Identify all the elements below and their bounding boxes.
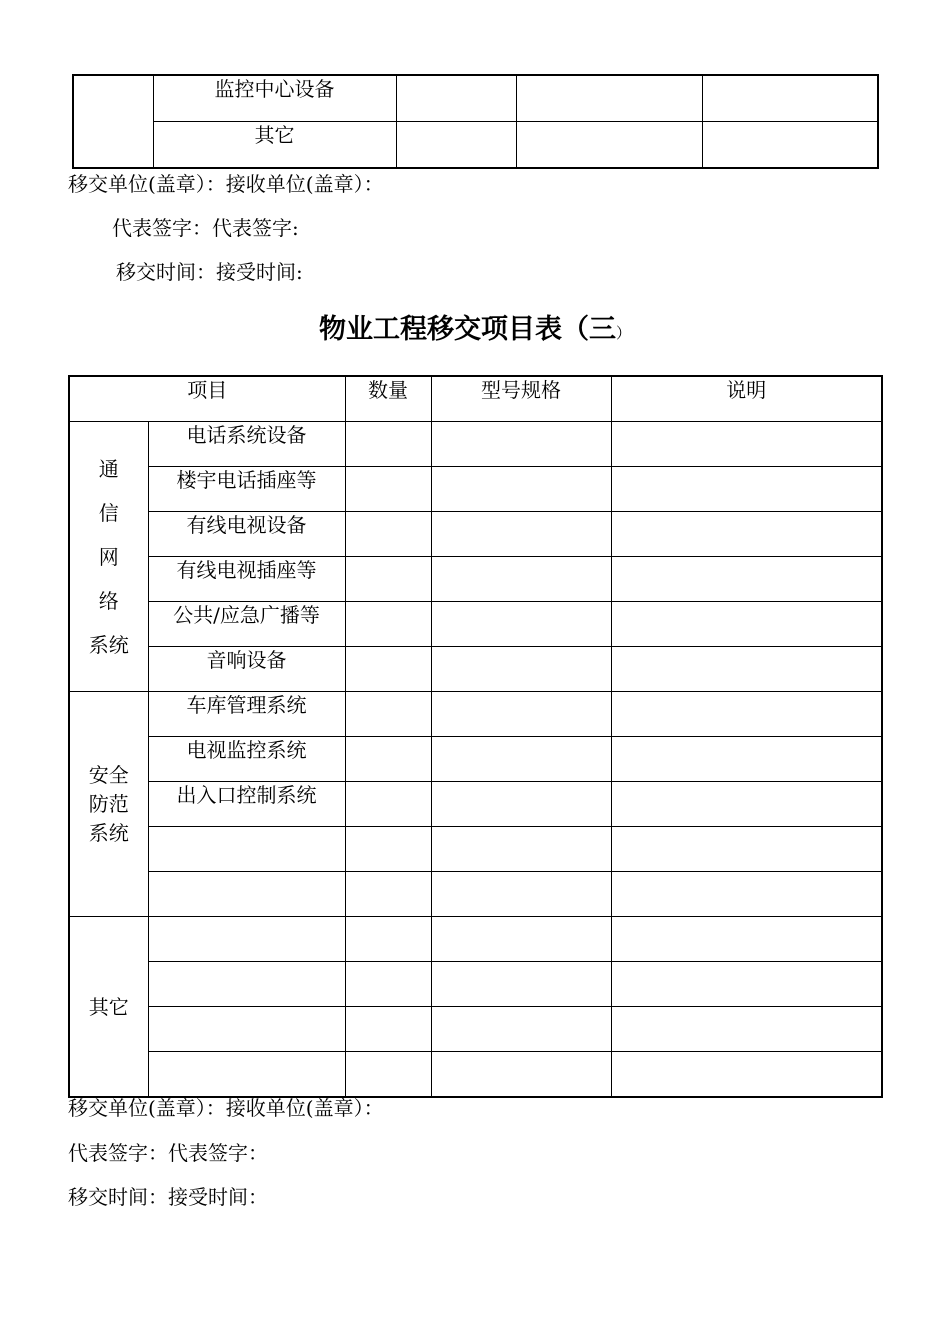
- table-row: [69, 872, 882, 917]
- item-cell: 音响设备: [148, 647, 345, 692]
- note-cell: [702, 122, 878, 169]
- table-header-row: [69, 376, 882, 422]
- transfer-time-line: 移交时间：接受时间：: [68, 1185, 268, 1209]
- table-row: [69, 422, 882, 467]
- model-cell: [431, 737, 611, 782]
- quantity-cell: [396, 122, 516, 169]
- quantity-cell: [345, 917, 431, 962]
- note-cell: [611, 422, 882, 467]
- item-cell: [148, 1052, 345, 1098]
- table-row: [73, 122, 878, 169]
- quantity-cell: [345, 962, 431, 1007]
- note-cell: [611, 737, 882, 782]
- note-cell: [611, 782, 882, 827]
- note-cell: [611, 602, 882, 647]
- item-cell: [148, 872, 345, 917]
- model-cell: [431, 1052, 611, 1098]
- item-cell: 监控中心设备: [153, 75, 396, 122]
- item-cell: 出入口控制系统: [148, 782, 345, 827]
- table-row: [69, 557, 882, 602]
- model-cell: [431, 962, 611, 1007]
- table-row: [69, 467, 882, 512]
- quantity-cell: [345, 647, 431, 692]
- transfer-receive-units-line: 移交单位(盖章）：接收单位(盖章）：: [68, 1096, 384, 1120]
- quantity-cell: [345, 512, 431, 557]
- header-note: 说明: [611, 376, 882, 422]
- table-row: [69, 827, 882, 872]
- title-closing-paren: ）: [615, 324, 631, 342]
- note-cell: [702, 75, 878, 122]
- model-cell: [431, 917, 611, 962]
- header-item: 项目: [69, 376, 345, 422]
- item-cell: 其它: [153, 122, 396, 169]
- note-cell: [611, 1007, 882, 1052]
- note-cell: [611, 1052, 882, 1098]
- item-cell: [148, 962, 345, 1007]
- table-row: [69, 512, 882, 557]
- table-row: [73, 75, 878, 122]
- model-cell: [516, 122, 702, 169]
- item-cell: 电视监控系统: [148, 737, 345, 782]
- item-cell: [148, 1007, 345, 1052]
- table-row: [69, 1007, 882, 1052]
- quantity-cell: [345, 692, 431, 737]
- quantity-cell: [345, 827, 431, 872]
- model-cell: [431, 512, 611, 557]
- quantity-cell: [345, 1007, 431, 1052]
- quantity-cell: [345, 782, 431, 827]
- table-row: [69, 602, 882, 647]
- model-cell: [431, 422, 611, 467]
- title-text: 物业工程移交项目表（三: [318, 314, 616, 345]
- note-cell: [611, 827, 882, 872]
- item-cell: 有线电视设备: [148, 512, 345, 557]
- note-cell: [611, 917, 882, 962]
- group-label-communication: 通 信 网 络 系统: [69, 422, 148, 692]
- transfer-receive-units-line: 移交单位(盖章）：接收单位(盖章）：: [68, 172, 384, 196]
- quantity-cell: [345, 557, 431, 602]
- header-model: 型号规格: [431, 376, 611, 422]
- model-cell: [431, 827, 611, 872]
- group-label-security: 安全 防范 系统: [69, 692, 148, 917]
- model-cell: [431, 872, 611, 917]
- note-cell: [611, 962, 882, 1007]
- note-cell: [611, 647, 882, 692]
- item-cell: [148, 827, 345, 872]
- table-row: [69, 782, 882, 827]
- table-row: [69, 962, 882, 1007]
- table-row: [69, 692, 882, 737]
- item-cell: [148, 917, 345, 962]
- quantity-cell: [345, 467, 431, 512]
- note-cell: [611, 467, 882, 512]
- previous-table-continuation: [72, 74, 879, 169]
- item-cell: 楼宇电话插座等: [148, 467, 345, 512]
- model-cell: [516, 75, 702, 122]
- item-cell: 车库管理系统: [148, 692, 345, 737]
- quantity-cell: [345, 602, 431, 647]
- quantity-cell: [345, 422, 431, 467]
- note-cell: [611, 512, 882, 557]
- table-row: [69, 647, 882, 692]
- header-quantity: 数量: [345, 376, 431, 422]
- quantity-cell: [396, 75, 516, 122]
- model-cell: [431, 557, 611, 602]
- representative-signature-line: 代表签字：代表签字:: [112, 216, 299, 240]
- item-cell: 电话系统设备: [148, 422, 345, 467]
- model-cell: [431, 692, 611, 737]
- group-label-other: 其它: [69, 917, 148, 1098]
- quantity-cell: [345, 1052, 431, 1098]
- quantity-cell: [345, 737, 431, 782]
- representative-signature-line: 代表签字：代表签字：: [68, 1141, 268, 1165]
- group-label-cell: [73, 75, 153, 168]
- model-cell: [431, 1007, 611, 1052]
- transfer-time-line: 移交时间：接受时间:: [116, 260, 303, 284]
- note-cell: [611, 872, 882, 917]
- model-cell: [431, 467, 611, 512]
- model-cell: [431, 602, 611, 647]
- note-cell: [611, 557, 882, 602]
- table-row: [69, 737, 882, 782]
- transfer-items-table: [68, 375, 883, 1098]
- model-cell: [431, 782, 611, 827]
- table-row: [69, 1052, 882, 1098]
- note-cell: [611, 692, 882, 737]
- model-cell: [431, 647, 611, 692]
- quantity-cell: [345, 872, 431, 917]
- table-row: [69, 917, 882, 962]
- item-cell: 公共/应急广播等: [148, 602, 345, 647]
- page-title: [0, 312, 950, 351]
- item-cell: 有线电视插座等: [148, 557, 345, 602]
